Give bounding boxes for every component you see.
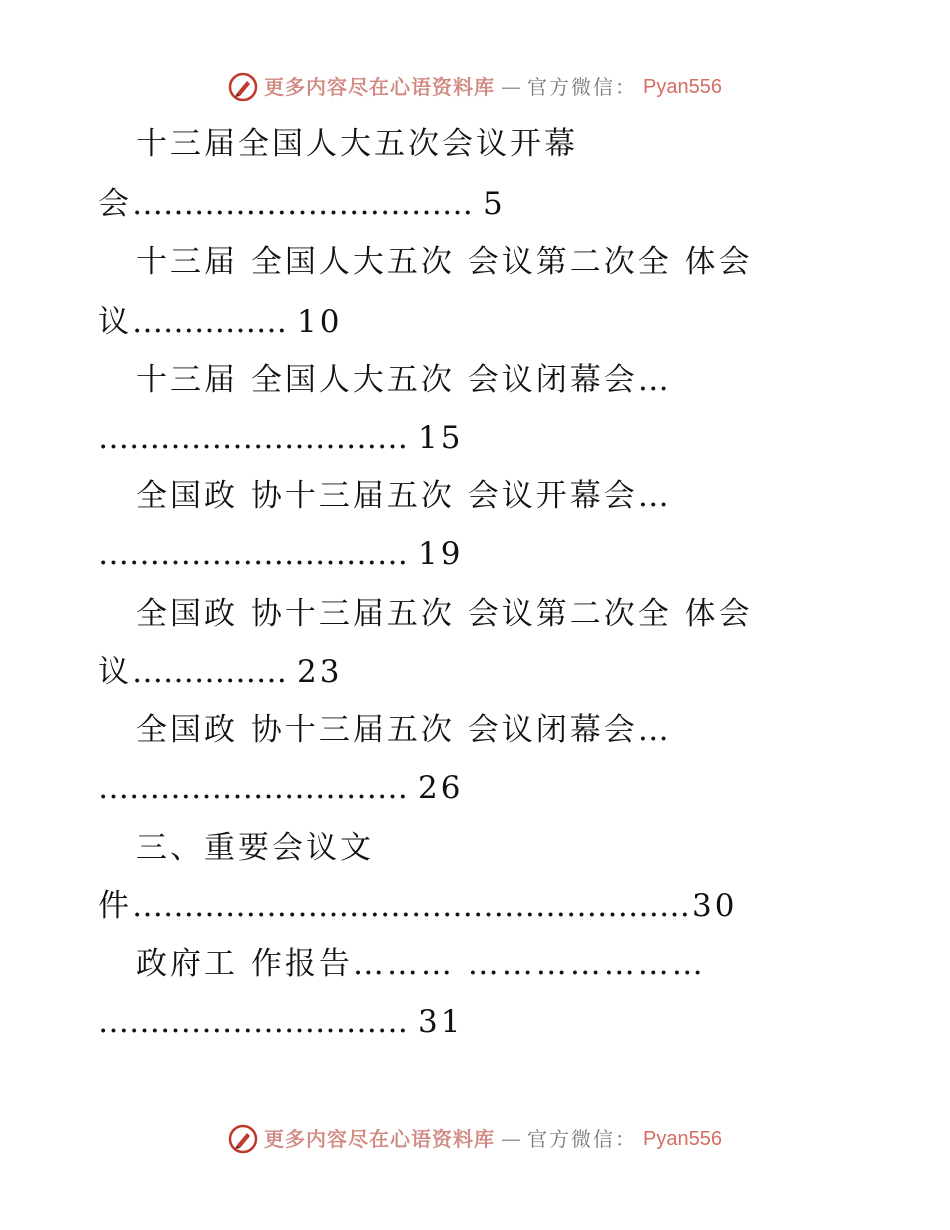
toc-entry-text: 十三届 全国人大五次 会议闭幕会… <box>136 362 672 398</box>
watermark-dash: — <box>501 75 522 99</box>
toc-leader-dots: …………… <box>132 304 287 340</box>
toc-page-number: 5 <box>483 186 506 222</box>
toc-line <box>98 184 506 224</box>
watermark-official-label: 官方微信： <box>527 75 638 99</box>
toc-line <box>98 418 463 458</box>
toc-line <box>98 652 342 692</box>
toc-line <box>136 710 672 750</box>
toc-line <box>136 944 706 984</box>
pen-logo-icon <box>228 1124 258 1154</box>
toc-page-number: 10 <box>297 304 343 340</box>
toc-page-number: 31 <box>418 1004 464 1040</box>
toc-leader-dots: ………………………… <box>98 1004 408 1040</box>
watermark-site-name: 更多内容尽在心语资料库 <box>264 75 496 99</box>
watermark-header <box>0 72 950 102</box>
toc-leader-dots: ……………………………………………… <box>132 888 690 924</box>
watermark-wechat-id: Pyan556 <box>643 1128 722 1150</box>
toc-entry-text: 会 <box>98 186 132 222</box>
toc-line <box>98 302 342 342</box>
toc-line <box>136 124 578 164</box>
toc-line <box>98 886 737 926</box>
toc-entry-text: 全国政 协十三届五次 会议闭幕会… <box>136 712 672 748</box>
toc-entry-text: 议 <box>98 304 132 340</box>
pen-logo-icon <box>228 72 258 102</box>
toc-leader-dots: …………………………… <box>132 186 473 222</box>
toc-page-number: 19 <box>418 536 464 572</box>
watermark-official-label: 官方微信： <box>527 1127 638 1151</box>
toc-entry-text: 三、重要会议文 <box>136 830 374 866</box>
toc-line <box>136 242 753 282</box>
toc-leader-dots: ………………………… <box>98 420 408 456</box>
toc-entry-text: 十三届 全国人大五次 会议第二次全 体会 <box>136 244 753 280</box>
toc-entry-text: 议 <box>98 654 132 690</box>
watermark-site-name: 更多内容尽在心语资料库 <box>264 1127 496 1151</box>
toc-line <box>136 476 672 516</box>
toc-entry-text: 件 <box>98 888 132 924</box>
toc-page-number: 15 <box>418 420 464 456</box>
toc-entry-text: 政府工 作报告……… ………………… <box>136 946 706 982</box>
toc-entry-text: 十三届全国人大五次会议开幕 <box>136 126 578 162</box>
toc-page-number: 26 <box>418 770 464 806</box>
toc-line <box>136 828 374 868</box>
toc-line <box>136 594 753 634</box>
toc-line <box>98 768 463 808</box>
toc-leader-dots: ………………………… <box>98 770 408 806</box>
toc-page-number: 23 <box>297 654 343 690</box>
toc-leader-dots: …………… <box>132 654 287 690</box>
toc-entry-text: 全国政 协十三届五次 会议开幕会… <box>136 478 672 514</box>
toc-entry-text: 全国政 协十三届五次 会议第二次全 体会 <box>136 596 753 632</box>
watermark-wechat-id: Pyan556 <box>643 76 722 98</box>
toc-line <box>98 1002 463 1042</box>
watermark-dash: — <box>501 1127 522 1151</box>
toc-line <box>136 360 672 400</box>
watermark-footer <box>0 1124 950 1154</box>
toc-page-number: 30 <box>692 888 738 924</box>
toc-line <box>98 534 463 574</box>
toc-leader-dots: ………………………… <box>98 536 408 572</box>
